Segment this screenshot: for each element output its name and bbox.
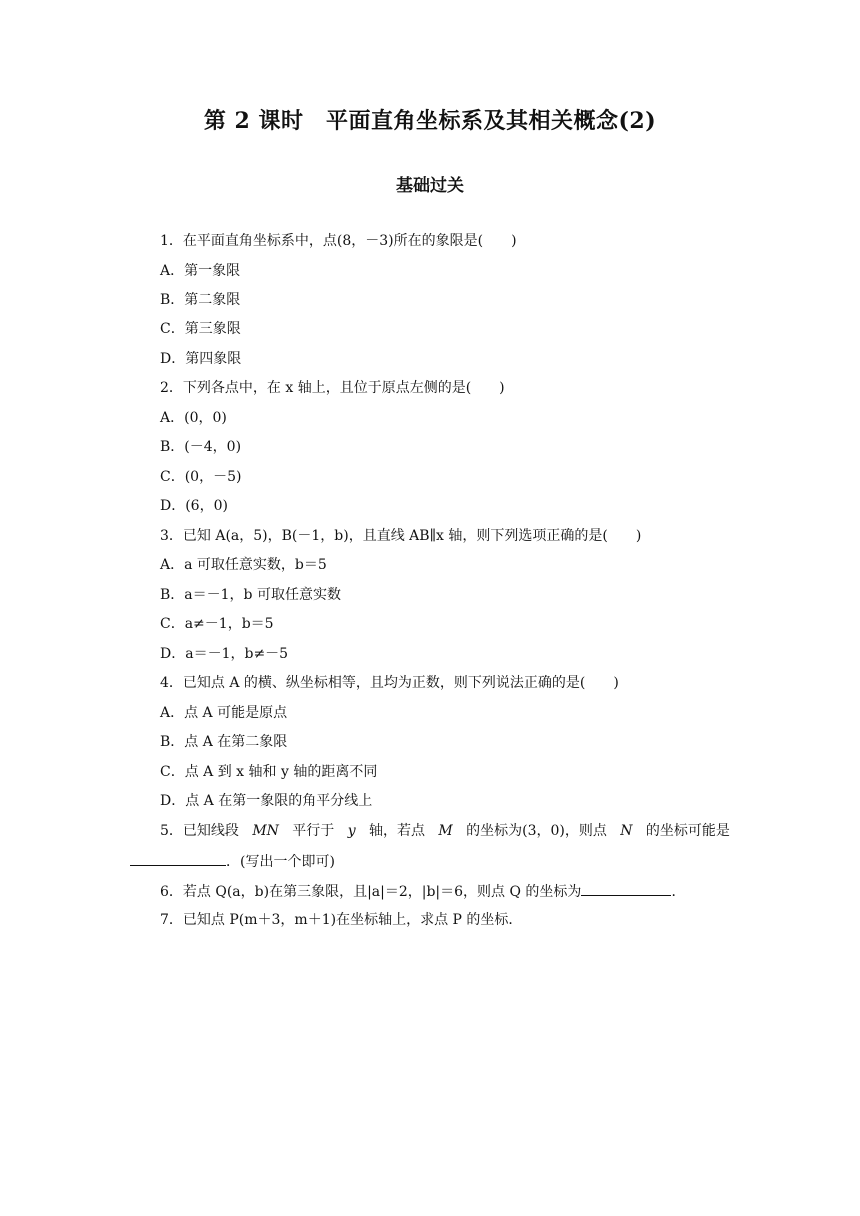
answer-blank-6[interactable]	[581, 881, 671, 896]
question-3-option-a: A．a 可取任意实数，b＝5	[160, 557, 327, 573]
question-5-part: 平行于	[292, 823, 335, 839]
question-2-option-d: D．(6，0)	[160, 498, 228, 514]
question-4-option-b: B．点 A 在第二象限	[160, 734, 288, 750]
page-title: 第 2 课时 平面直角坐标系及其相关概念(2)	[203, 108, 657, 134]
section-title: 基础过关	[396, 176, 464, 196]
question-5-part: y	[347, 823, 356, 839]
question-3-option-b: B．a＝－1，b 可取任意实数	[160, 587, 341, 603]
question-5-tail: ．(写出一个即可)	[226, 854, 335, 870]
question-6	[160, 881, 685, 901]
question-2-option-a: A．(0，0)	[160, 410, 227, 426]
question-2-option-b: B．(－4，0)	[160, 439, 242, 455]
question-4-option-c: C．点 A 到 x 轴和 y 轴的距离不同	[160, 764, 378, 780]
question-7: 7．已知点 P(m＋3，m＋1)在坐标轴上，求点 P 的坐标．	[160, 912, 523, 928]
question-1: 1．在平面直角坐标系中，点(8，－3)所在的象限是( )	[160, 233, 517, 249]
question-2-option-c: C．(0，－5)	[160, 469, 242, 485]
question-3-option-d: D．a＝－1，b≠－5	[160, 646, 289, 662]
question-2: 2．下列各点中，在 x 轴上，且位于原点左侧的是( )	[160, 380, 505, 396]
question-1-option-d: D．第四象限	[160, 351, 242, 367]
question-5-part: M	[438, 823, 453, 839]
question-1-option-a: A．第一象限	[160, 263, 241, 279]
question-6-end: ．	[671, 884, 686, 900]
question-5-part: 的坐标可能是	[645, 823, 730, 839]
question-3: 3．已知 A(a，5)，B(－1，b)，且直线 AB∥x 轴，则下列选项正确的是( )	[160, 528, 642, 544]
question-4: 4．已知点 A 的横、纵坐标相等，且均为正数，则下列说法正确的是( )	[160, 675, 619, 691]
question-5-part: 5．已知线段	[160, 823, 239, 839]
question-5-part: 的坐标为(3，0)，则点	[466, 823, 607, 839]
question-1-option-b: B．第二象限	[160, 292, 241, 308]
question-5-line-2	[130, 851, 335, 871]
answer-blank-5[interactable]	[130, 851, 226, 866]
question-5-part: MN	[252, 823, 279, 839]
question-5-part: N	[620, 823, 633, 839]
question-3-option-c: C．a≠－1，b＝5	[160, 616, 274, 632]
question-1-option-c: C．第三象限	[160, 321, 241, 337]
question-6-text: 6．若点 Q(a，b)在第三象限，且|a|＝2，|b|＝6，则点 Q 的坐标为	[160, 884, 582, 900]
question-4-option-a: A．点 A 可能是原点	[160, 705, 288, 721]
question-5-line-1	[160, 822, 730, 840]
question-5-part: 轴，若点	[369, 823, 425, 839]
question-4-option-d: D．点 A 在第一象限的角平分线上	[160, 793, 373, 809]
